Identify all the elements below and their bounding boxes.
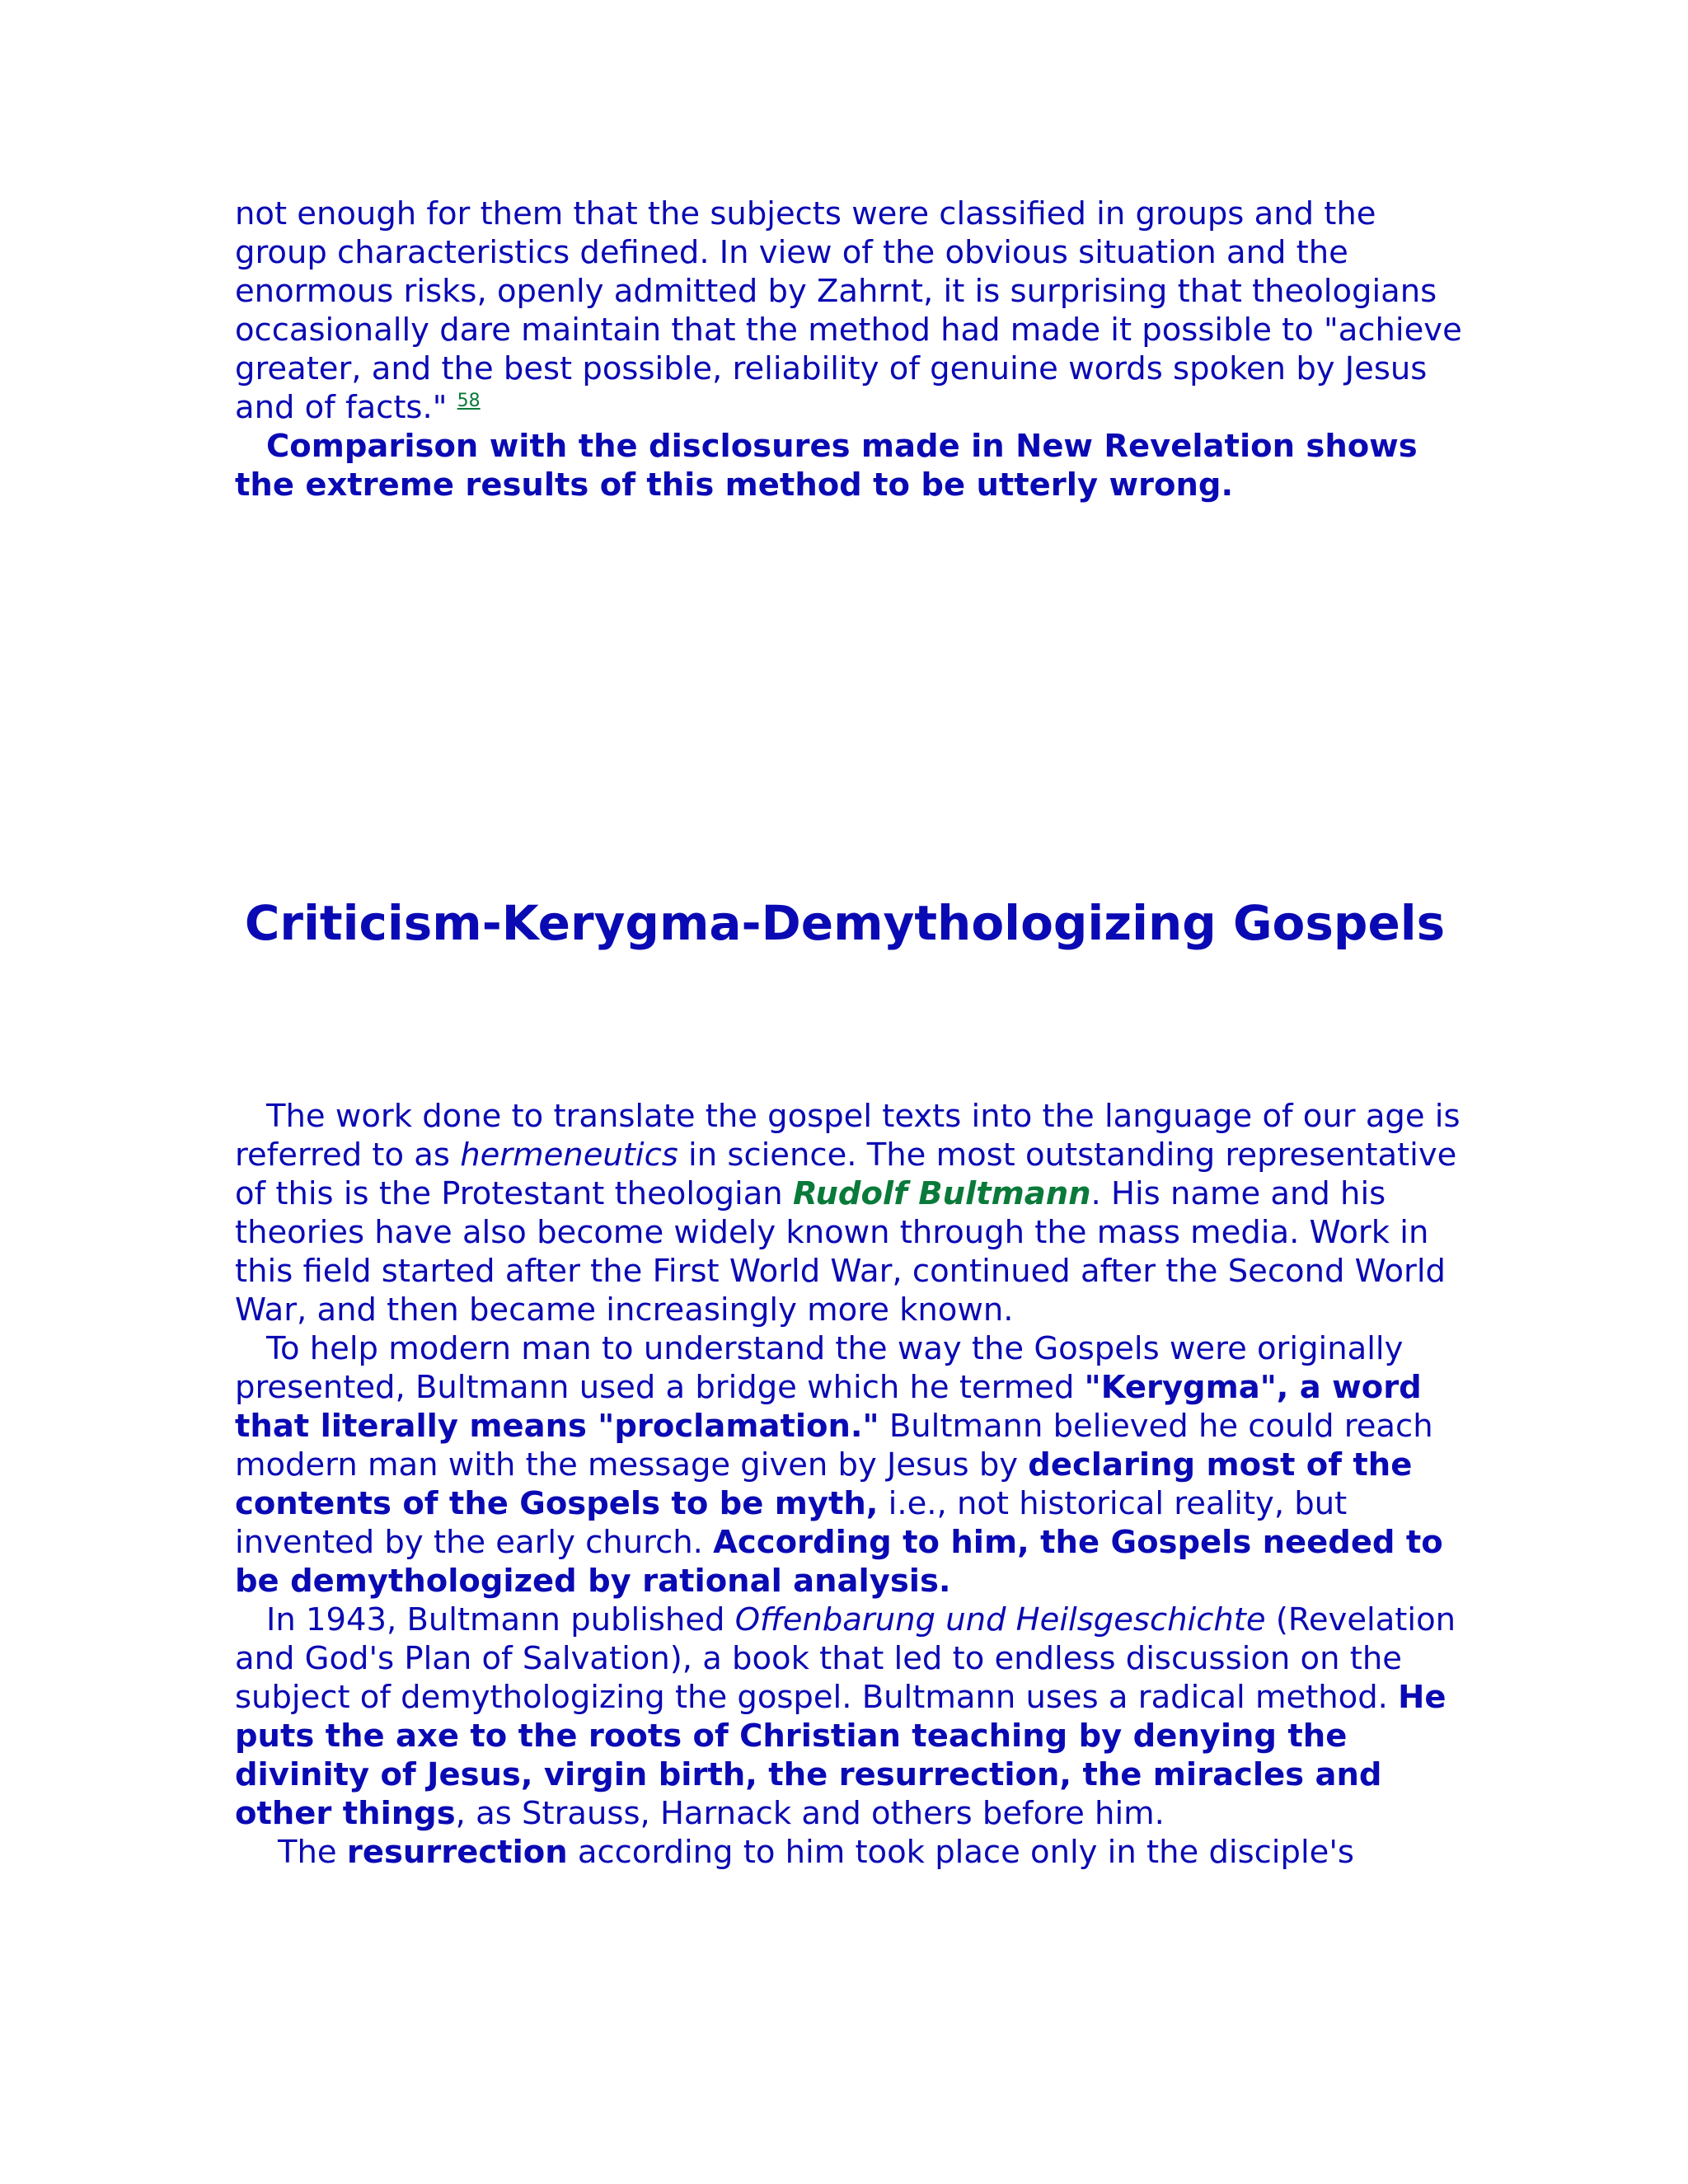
text-span: i.e., not historical reality, but invented by the early church.	[235, 1485, 1348, 1561]
paragraph-resurrection	[235, 1833, 1471, 1872]
bold-resurrection: resurrection	[346, 1834, 568, 1871]
intro-block	[235, 194, 1471, 504]
paragraph-1943	[235, 1601, 1471, 1833]
book-title: Offenbarung und Heilsgeschichte	[734, 1601, 1266, 1638]
text-span: To help modern man to understand the way the Gospels were originally presented, Bultmann used a bridge which he termed	[235, 1330, 1404, 1406]
section-heading: Criticism-Kerygma-Demythologizing Gospels	[244, 895, 1446, 951]
name-rudolf-bultmann	[793, 1175, 1091, 1212]
term-hermeneutics: hermeneutics	[460, 1137, 678, 1174]
text-span: In 1943, Bultmann published	[266, 1601, 735, 1638]
text-span: The	[278, 1834, 347, 1871]
intro-conclusion	[235, 427, 1471, 504]
bold-myth: declaring most of the contents of the Gospels to be myth,	[235, 1446, 1413, 1522]
paragraph-hermeneutics	[235, 1097, 1471, 1329]
intro-text: not enough for them that the subjects were classified in groups and the group characteristics defined. In view of the obvious situation and the enormous risks, openly admitted by Zahrnt, it is surprising that theologians occasionally dare maintain that the method had made it possible to "achieve greater, and the best possible, reliability of genuine words spoken by Jesus and of facts."	[235, 195, 1462, 426]
text-span: . His name and his theories have also become widely known through the mass media. Work in this field started after the First World War, continued after the Second World War, and then became increasingly more known.	[235, 1175, 1446, 1329]
bold-kerygma: "Kerygma", a word that literally means "proclamation."	[235, 1369, 1422, 1445]
section-body	[235, 1097, 1471, 1872]
paragraph-kerygma	[235, 1329, 1471, 1601]
name-text: Rudolf Bultmann	[792, 1175, 1091, 1212]
footnote-link-58[interactable]: 58	[457, 391, 481, 412]
text-span: Bultmann believed he could reach modern man with the message given by Jesus by	[235, 1408, 1433, 1483]
text-span: (Revelation and God's Plan of Salvation), a book that led to endless discussion on the subject of demythologizing the gospel. Bultmann uses a radical method.	[235, 1601, 1456, 1716]
bold-axe: He puts the axe to the roots of Christian teaching by denying the divinity of Jesus, virgin birth, the resurrection, the miracles and other things	[235, 1679, 1447, 1832]
text-span: The work done to translate the gospel texts into the language of our age is referred to as	[235, 1098, 1461, 1174]
conclusion-text: Comparison with the disclosures made in New Revelation shows the extreme results of this method to be utterly wrong.	[235, 428, 1418, 504]
bold-demythologized: According to him, the Gospels needed to be demythologized by rational analysis.	[235, 1524, 1443, 1600]
text-span: , as Strauss, Harnack and others before him.	[455, 1795, 1165, 1832]
intro-paragraph	[235, 194, 1471, 427]
text-span: in science. The most outstanding representative of this is the Protestant theologian	[235, 1137, 1457, 1212]
text-span: according to him took place only in the disciple's	[567, 1834, 1354, 1871]
